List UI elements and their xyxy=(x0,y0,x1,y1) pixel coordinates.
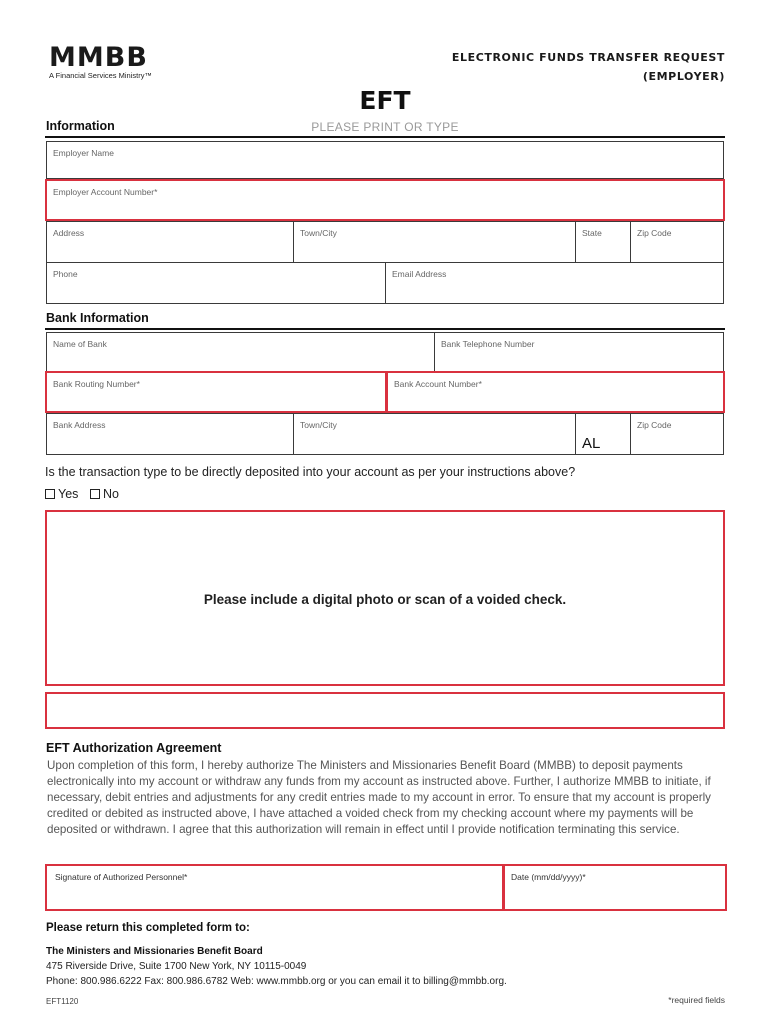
bank-section-title: Bank Information xyxy=(46,311,149,325)
address-label: Address xyxy=(53,228,85,238)
bank-routing-number-label: Bank Routing Number* xyxy=(53,379,140,389)
state-label: State xyxy=(582,228,602,238)
organization-name: The Ministers and Missionaries Benefit Board xyxy=(46,946,263,957)
employer-name-label: Employer Name xyxy=(53,148,114,158)
bank-telephone-field[interactable] xyxy=(434,332,724,372)
logo-tagline: A Financial Services Ministry™ xyxy=(49,71,152,80)
form-code: EFT1120 xyxy=(46,997,79,1006)
employer-account-number-field[interactable] xyxy=(45,179,725,221)
employer-name-field[interactable] xyxy=(46,141,724,179)
voided-check-message: Please include a digital photo or scan of a voided check. xyxy=(203,592,567,607)
bank-telephone-label: Bank Telephone Number xyxy=(441,339,535,349)
bank-name-field[interactable] xyxy=(46,332,435,372)
required-fields-note: *required fields xyxy=(668,995,725,1005)
no-checkbox[interactable] xyxy=(90,489,100,499)
date-label: Date (mm/dd/yyyy)* xyxy=(511,872,586,882)
signature-field[interactable] xyxy=(47,866,502,909)
zip-code-label: Zip Code xyxy=(637,228,672,238)
information-section-title: Information xyxy=(46,119,115,133)
organization-contact: Phone: 800.986.6222 Fax: 800.986.6782 Web: www.mmbb.org or you can email it to billing@mmbb.org. xyxy=(46,976,507,987)
bank-town-city-label: Town/City xyxy=(300,420,337,430)
bank-town-city-field[interactable] xyxy=(293,413,576,455)
yes-label: Yes xyxy=(58,487,79,501)
agreement-title: EFT Authorization Agreement xyxy=(46,741,222,755)
document-title-line1: ELECTRONIC FUNDS TRANSFER REQUEST xyxy=(451,51,725,64)
bank-routing-number-field[interactable] xyxy=(47,373,385,411)
email-address-field[interactable] xyxy=(385,262,724,304)
employer-account-number-label: Employer Account Number* xyxy=(53,187,158,197)
form-title: EFT xyxy=(359,86,411,115)
bank-address-label: Bank Address xyxy=(53,420,106,430)
mmbb-logo: MMBB xyxy=(49,42,148,73)
bank-state-field[interactable] xyxy=(575,413,631,455)
town-city-label: Town/City xyxy=(300,228,337,238)
information-rule xyxy=(45,136,725,138)
town-city-field[interactable] xyxy=(293,221,576,263)
bank-state-value: AL xyxy=(582,435,601,452)
signature-date-row xyxy=(45,864,727,911)
deposit-question: Is the transaction type to be directly deposited into your account as per your instructions above? xyxy=(45,465,576,479)
no-option[interactable] xyxy=(90,487,119,501)
address-field[interactable] xyxy=(46,221,294,263)
bank-address-field[interactable] xyxy=(46,413,294,455)
additional-attachment-field[interactable] xyxy=(45,692,725,729)
signature-label: Signature of Authorized Personnel* xyxy=(55,872,188,882)
bank-zip-code-label: Zip Code xyxy=(637,420,672,430)
phone-field[interactable] xyxy=(46,262,386,304)
bank-rule xyxy=(45,328,725,330)
bank-account-number-label: Bank Account Number* xyxy=(394,379,482,389)
bank-zip-code-field[interactable] xyxy=(630,413,724,455)
yes-checkbox[interactable] xyxy=(45,489,55,499)
email-address-label: Email Address xyxy=(392,269,447,279)
bank-routing-account-row xyxy=(45,371,725,413)
bank-account-number-field[interactable] xyxy=(388,373,723,411)
document-title xyxy=(452,48,725,86)
document-title-line2: (EMPLOYER) xyxy=(642,70,725,83)
organization-address: 475 Riverside Drive, Suite 1700 New York, NY 10115-0049 xyxy=(46,961,307,972)
agreement-body: Upon completion of this form, I hereby authorize The Ministers and Missionaries Benefit Board (MMBB) to deposit payments electronically into my account or withdraw any funds from my account as instructed above. Further, I authorize MMBB to initiate, if necessary, debit entries and adjustments for any credit entries made to my account in error. To ensure that my account is properly credited or debited as instructed above, I have attached a voided check from my checking account where my payments will be deposited or withdrawn. I agree that this authorization will remain in effect until I provide notification terminating this service. xyxy=(47,759,711,836)
bank-name-label: Name of Bank xyxy=(53,339,107,349)
voided-check-upload-area[interactable] xyxy=(45,510,725,686)
state-field[interactable] xyxy=(575,221,631,263)
yes-option[interactable] xyxy=(45,487,78,501)
date-field[interactable] xyxy=(505,866,725,909)
print-instruction: PLEASE PRINT OR TYPE xyxy=(311,120,459,134)
return-title: Please return this completed form to: xyxy=(46,922,250,934)
zip-code-field[interactable] xyxy=(630,221,724,263)
no-label: No xyxy=(103,487,119,501)
phone-label: Phone xyxy=(53,269,78,279)
